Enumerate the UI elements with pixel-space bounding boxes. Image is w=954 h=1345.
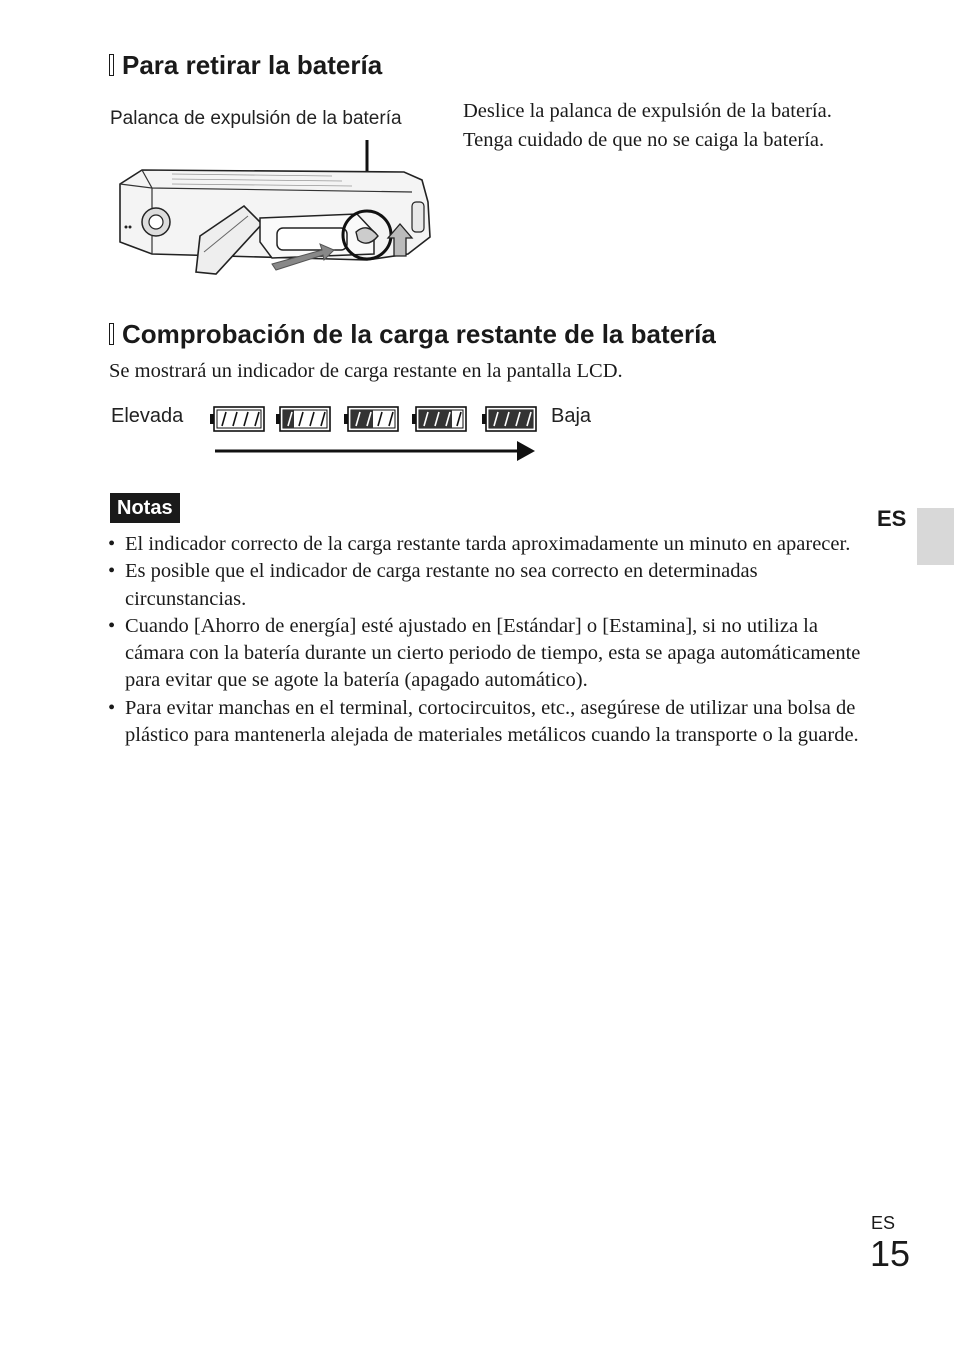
note-text: Para evitar manchas en el terminal, cortocircuitos, etc., asegúrese de utilizar una bolsa de plástico para mantenerla alejada de materiales metálicos cuando la transporte o la guarde.: [125, 696, 859, 747]
direction-arrowhead-icon: [517, 441, 535, 461]
heading-text: Para retirar la batería: [122, 50, 383, 80]
side-tab-label: ES: [877, 506, 907, 531]
bullet-icon: •: [108, 696, 116, 719]
note-text: Es posible que el indicador de carga restante no sea correcto en determinadas circunstancias.: [125, 560, 758, 610]
label-low: Baja: [551, 405, 592, 427]
battery-level-icon: [482, 407, 536, 431]
note-item: [108, 613, 864, 695]
notes-badge: Notas: [110, 493, 180, 523]
bullet-icon: •: [108, 614, 116, 637]
heading-marker-icon: [109, 54, 114, 76]
note-item: [108, 531, 864, 558]
section-heading-battery-check: [109, 319, 716, 349]
battery-indicator-intro: Se mostrará un indicador de carga restante en la pantalla LCD.: [109, 360, 623, 382]
heading-text: Comprobación de la carga restante de la batería: [122, 319, 716, 349]
bullet-icon: •: [108, 533, 116, 555]
heading-marker-icon: [109, 323, 114, 345]
battery-level-indicators: [205, 403, 545, 467]
section-heading-remove-battery: [109, 50, 382, 80]
battery-level-icon: [210, 407, 264, 431]
camera-battery-removal-illustration: [112, 132, 442, 282]
label-high: Elevada: [111, 405, 184, 427]
bullet-icon: •: [108, 560, 116, 583]
note-item: [108, 695, 864, 750]
side-tab: [917, 508, 954, 565]
note-text: Cuando [Ahorro de energía] esté ajustado en [Estándar] o [Estamina], si no utiliza la cámara con la batería durante un cierto periodo de tiempo, esta se apaga automáticamente para evitar que se agote la batería (apagado automático).: [125, 614, 861, 692]
note-item: [108, 558, 864, 613]
page-number: 15: [870, 1233, 911, 1274]
battery-level-icon: [412, 407, 466, 431]
battery-level-icon: [344, 407, 398, 431]
footer-language: ES: [871, 1213, 896, 1233]
remove-battery-instruction: Deslice la palanca de expulsión de la batería. Tenga cuidado de que no se caiga la batería.: [463, 100, 832, 151]
battery-eject-lever-label: Palanca de expulsión de la batería: [110, 108, 402, 129]
battery-level-icon: [276, 407, 330, 431]
notes-list: [108, 531, 864, 749]
note-text: El indicador correcto de la carga restante tarda aproximadamente un minuto en aparecer.: [125, 533, 851, 555]
